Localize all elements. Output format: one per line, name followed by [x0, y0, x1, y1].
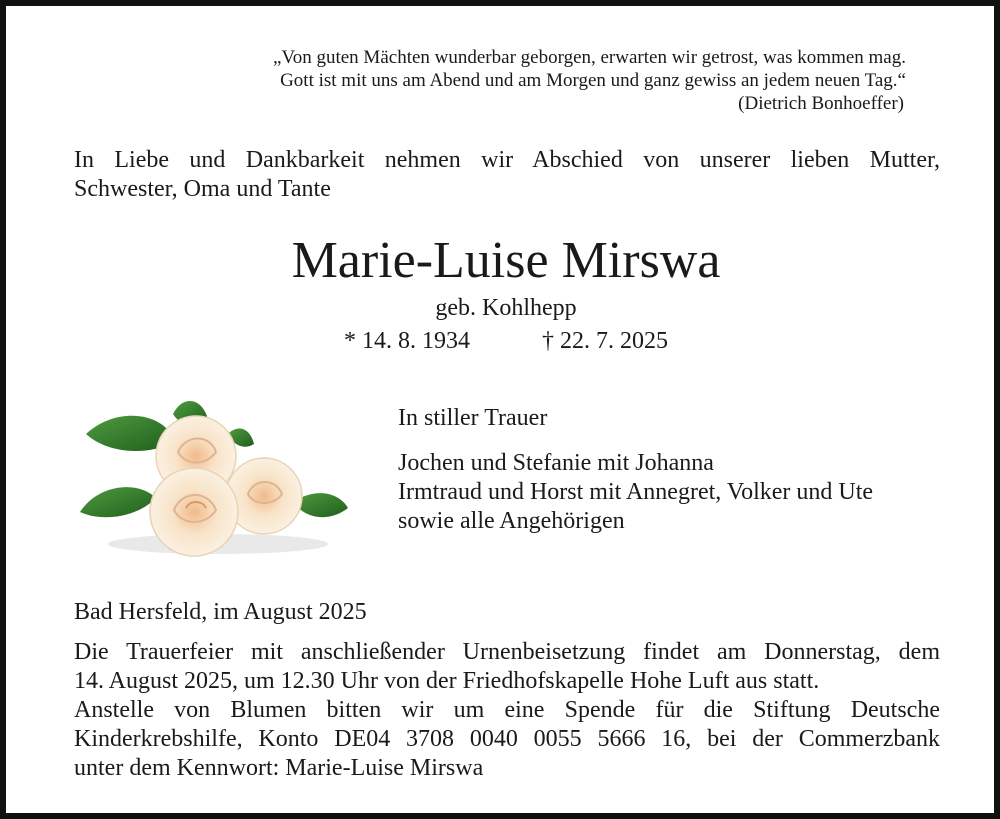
details-line-2: 14. August 2025, um 12.30 Uhr von der Friedhofskapelle Hohe Luft aus statt.: [74, 668, 820, 694]
bonhoeffer-quote: [273, 46, 906, 115]
mourner-line-2: Irmtraud und Horst mit Annegret, Volker und Ute: [398, 479, 874, 505]
deceased-name: Marie-Luise Mirswa: [291, 232, 721, 289]
ceremony-details: [74, 638, 940, 783]
intro-text: [74, 146, 940, 204]
details-line-4: Kinderkrebshilfe, Konto DE04 3708 0040 0055 5666 16, bei der Commerzbank: [74, 726, 940, 752]
details-line-5: unter dem Kennwort: Marie-Luise Mirswa: [74, 755, 484, 781]
mourners-heading: In stiller Trauer: [398, 405, 548, 431]
quote-author: (Dietrich Bonhoeffer): [738, 93, 904, 114]
mourners-block: [398, 404, 873, 536]
place-and-date: Bad Hersfeld, im August 2025: [74, 599, 367, 625]
death-date: † 22. 7. 2025: [542, 328, 668, 354]
white-roses-icon: [78, 394, 350, 562]
birth-date: * 14. 8. 1934: [344, 328, 470, 354]
birth-name: geb. Kohlhepp: [435, 295, 577, 321]
quote-line-1: „Von guten Mächten wunderbar geborgen, erwarten wir getrost, was kommen mag.: [273, 47, 906, 68]
intro-line-1: In Liebe und Dankbarkeit nehmen wir Abschied von unserer lieben Mutter,: [74, 147, 940, 173]
intro-line-2: Schwester, Oma und Tante: [74, 176, 331, 202]
mourner-line-3: sowie alle Angehörigen: [398, 508, 625, 534]
quote-line-2: Gott ist mit uns am Abend und am Morgen und ganz gewiss an jedem neuen Tag.“: [280, 70, 906, 91]
details-line-3: Anstelle von Blumen bitten wir um eine Spende für die Stiftung Deutsche: [74, 697, 940, 723]
details-line-1: Die Trauerfeier mit anschließender Urnenbeisetzung findet am Donnerstag, dem: [74, 639, 940, 665]
life-dates: [6, 326, 1000, 356]
mourner-line-1: Jochen und Stefanie mit Johanna: [398, 450, 714, 476]
